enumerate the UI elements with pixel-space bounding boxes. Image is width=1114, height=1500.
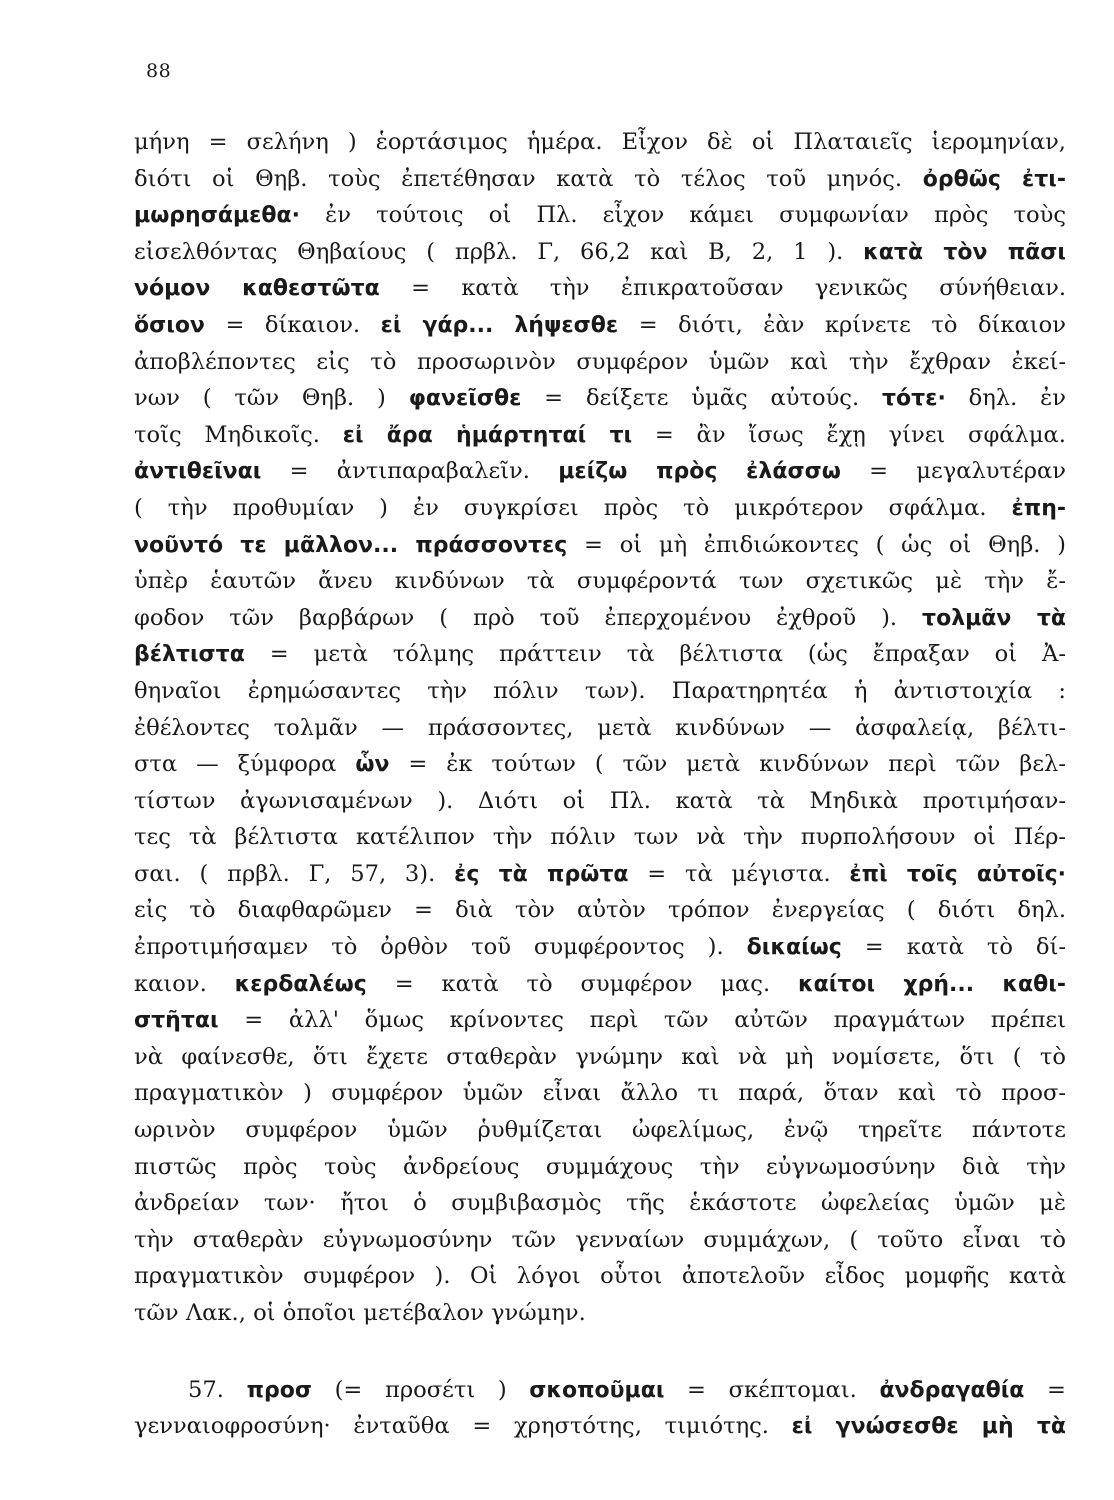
- gloss-text: τῶν Λακ., οἱ ὁποῖοι μετέβαλον γνώμην.: [134, 1300, 586, 1326]
- lemma: τότε·: [882, 386, 946, 412]
- gloss-text: = κατὰ τὴν ἐπικρατοῦσαν γενικῶς σύνήθειαν.: [379, 275, 1066, 302]
- gloss-text: εἰσελθόντας Θηβαίους ( πρβλ. Γ, 66,2 καὶ Β, 2, 1 ).: [134, 238, 864, 265]
- text-line: [134, 563, 1066, 600]
- text-line: [134, 600, 1066, 637]
- lemma: εἰ γάρ... λήψεσθε: [380, 312, 619, 338]
- lemma: μείζω πρὸς ἐλάσσω: [558, 459, 841, 485]
- text-line: [134, 1002, 1066, 1039]
- paragraph-gap: [134, 1332, 1066, 1372]
- gloss-text: 57.: [188, 1376, 247, 1403]
- gloss-text: = διότι, ἐὰν κρίνετε τὸ δίκαιον: [618, 311, 1066, 338]
- lemma: προσ: [246, 1377, 312, 1403]
- text-line: [134, 453, 1066, 490]
- text-line: [134, 1149, 1066, 1186]
- gloss-text: ἐθέλοντες τολμᾶν — πράσσοντες, μετὰ κινδύνων — ἀσφαλείᾳ, βέλτι-: [134, 714, 1066, 741]
- text-line: [134, 783, 1066, 820]
- gloss-text: νὰ φαίνεσθε, ὅτι ἔχετε σταθερὰν γνώμην καὶ νὰ μὴ νομίσετε, ὅτι ( τὸ: [134, 1043, 1066, 1070]
- gloss-text: πιστῶς πρὸς τοὺς ἀνδρείους συμμάχους τὴν εὐγνωμοσύνην διὰ τὴν: [134, 1153, 1066, 1180]
- gloss-text: = κατὰ τὸ συμφέρον μας.: [366, 970, 798, 997]
- commentary-text: [134, 124, 1066, 1445]
- text-line: [134, 417, 1066, 454]
- gloss-text: = μεγαλυτέραν: [840, 458, 1066, 485]
- gloss-text: στα — ξύμφορα: [134, 751, 356, 778]
- gloss-text: = ἂν ἴσως ἔχῃ γίνει σφάλμα.: [632, 421, 1066, 448]
- lemma: εἰ γνώσεσθε μὴ τὰ: [791, 1414, 1066, 1440]
- lemma: κερδαλέως: [234, 971, 367, 997]
- lemma: ὅσιον: [134, 312, 205, 338]
- gloss-text: γενναιοφροσύνη· ἐνταῦθα = χρηστότης, τιμιότης.: [134, 1413, 792, 1440]
- lemma: βέλτιστα: [134, 642, 245, 668]
- text-line: [134, 1258, 1066, 1295]
- text-line: [134, 929, 1066, 966]
- gloss-text: = ἀλλ' ὅμως κρίνοντες περὶ τῶν αὐτῶν πραγμάτων πρέπει: [218, 1007, 1066, 1034]
- text-line: [134, 161, 1066, 198]
- gloss-text: (= προσέτι ): [311, 1376, 530, 1403]
- gloss-text: δηλ. ἐν: [945, 385, 1066, 412]
- gloss-text: μήνη = σελήνη ) ἑορτάσιμος ἡμέρα. Εἶχον δὲ οἱ Πλαταιεῖς ἱερομηνίαν,: [134, 129, 1066, 155]
- lemma: κατὰ τὸν πᾶσι: [863, 239, 1066, 265]
- gloss-text: νων ( τῶν Θηβ. ): [134, 385, 409, 412]
- text-line: [134, 856, 1066, 893]
- page-number: 88: [146, 60, 172, 82]
- text-line: [134, 710, 1066, 747]
- lemma: ὧν: [355, 752, 390, 778]
- text-line: [134, 124, 1066, 161]
- lemma: καίτοι χρή... καθι-: [798, 971, 1066, 997]
- lemma: ὀρθῶς ἐτι-: [922, 166, 1066, 192]
- gloss-text: τοῖς Μηδικοῖς.: [134, 421, 343, 448]
- gloss-text: = κατὰ τὸ δί-: [841, 934, 1066, 961]
- text-line: [134, 636, 1066, 673]
- gloss-text: = σκέπτομαι.: [664, 1376, 880, 1403]
- gloss-text: =: [1024, 1376, 1066, 1403]
- text-line: [134, 197, 1066, 234]
- gloss-text: = τὰ μέγιστα.: [628, 860, 850, 887]
- gloss-text: = ἐκ τούτων ( τῶν μετὰ κινδύνων περὶ τῶν βελ-: [389, 751, 1066, 778]
- gloss-text: ὑπὲρ ἑαυτῶν ἄνευ κινδύνων τὰ συμφέροντά των σχετικῶς μὲ τὴν ἔ-: [134, 568, 1066, 595]
- gloss-text: διότι οἱ Θηβ. τοὺς ἐπετέθησαν κατὰ τὸ τέλος τοῦ μηνός.: [134, 165, 923, 192]
- lemma: φανεῖσθε: [408, 386, 522, 412]
- text-line: [134, 892, 1066, 929]
- lemma: δικαίως: [746, 935, 842, 961]
- gloss-text: = μετὰ τόλμης πράττειν τὰ βέλτιστα (ὡς ἔπραξαν οἱ Ἀ-: [244, 641, 1066, 668]
- text-line: [134, 1185, 1066, 1222]
- gloss-text: τὴν σταθερὰν εὐγνωμοσύνην τῶν γενναίων συμμάχων, ( τοῦτο εἶναι τὸ: [134, 1226, 1066, 1253]
- gloss-text: σαι. ( πρβλ. Γ, 57, 3).: [134, 860, 455, 887]
- text-line: [134, 819, 1066, 856]
- gloss-text: = δείξετε ὑμᾶς αὐτούς.: [521, 385, 882, 412]
- lemma: ἐς τὰ πρῶτα: [454, 861, 629, 887]
- text-line: [134, 234, 1066, 271]
- gloss-text: ἀποβλέποντες εἰς τὸ προσωρινὸν συμφέρον ὑμῶν καὶ τὴν ἔχθραν ἐκεί-: [134, 348, 1066, 375]
- text-line: [134, 746, 1066, 783]
- lemma: στῆται: [134, 1008, 219, 1034]
- gloss-text: ἐπροτιμήσαμεν τὸ ὀρθὸν τοῦ συμφέροντος ).: [134, 934, 747, 961]
- lemma: νόμον καθεστῶτα: [134, 276, 380, 302]
- text-line: [134, 966, 1066, 1003]
- text-line: [134, 1039, 1066, 1076]
- text-line: [134, 1372, 1066, 1409]
- lemma: τολμᾶν τὰ: [922, 605, 1066, 631]
- text-line: [134, 1075, 1066, 1112]
- text-line: [134, 1295, 1066, 1332]
- text-line: [134, 527, 1066, 564]
- lemma: μωρησάμεθα·: [134, 203, 300, 229]
- gloss-text: καιον.: [134, 970, 235, 997]
- gloss-text: πραγματικὸν συμφέρον ). Οἱ λόγοι οὗτοι ἀποτελοῦν εἶδος μομφῆς κατὰ: [134, 1263, 1066, 1290]
- gloss-text: ἐν τούτοις οἱ Πλ. εἶχον κάμει συμφωνίαν πρὸς τοὺς: [300, 202, 1066, 229]
- text-line: [134, 270, 1066, 307]
- gloss-text: θηναῖοι ἐρημώσαντες τὴν πόλιν των). Παρατηρητέα ἡ ἀντιστοιχία :: [134, 677, 1066, 704]
- lemma: σκοποῦμαι: [529, 1377, 665, 1403]
- gloss-text: ωρινὸν συμφέρον ὑμῶν ῥυθμίζεται ὠφελίμως, ἐνῷ τηρεῖτε πάντοτε: [134, 1117, 1066, 1144]
- text-line: [134, 307, 1066, 344]
- text-line: [134, 673, 1066, 710]
- gloss-text: = ἀντιπαραβαλεῖν.: [261, 458, 559, 485]
- gloss-text: = οἱ μὴ ἐπιδιώκοντες ( ὡς οἱ Θηβ. ): [567, 531, 1066, 558]
- text-line: [134, 1112, 1066, 1149]
- lemma: ἐπη-: [1011, 495, 1066, 521]
- text-line: [134, 344, 1066, 381]
- gloss-text: φοδον τῶν βαρβάρων ( πρὸ τοῦ ἐπερχομένου ἐχθροῦ ).: [134, 604, 923, 631]
- lemma: νοῦντό τε μᾶλλον... πράσσοντες: [134, 532, 568, 558]
- lemma: εἰ ἄρα ἡμάρτηταί τι: [342, 422, 633, 448]
- text-line: [134, 1408, 1066, 1445]
- gloss-text: πραγματικὸν ) συμφέρον ὑμῶν εἶναι ἄλλο τι παρά, ὅταν καὶ τὸ προσ-: [134, 1080, 1066, 1107]
- gloss-text: τες τὰ βέλτιστα κατέλιπον τὴν πόλιν των νὰ τὴν πυρπολήσουν οἱ Πέρ-: [134, 824, 1066, 851]
- text-line: [134, 490, 1066, 527]
- gloss-text: εἰς τὸ διαφθαρῶμεν = διὰ τὸν αὐτὸν τρόπον ἐνεργείας ( διότι δηλ.: [134, 897, 1066, 924]
- text-line: [134, 380, 1066, 417]
- gloss-text: = δίκαιον.: [204, 311, 381, 338]
- gloss-text: ἀνδρείαν των· ἤτοι ὁ συμβιβασμὸς τῆς ἑκάστοτε ὠφελείας ὑμῶν μὲ: [134, 1190, 1066, 1217]
- lemma: ἀνδραγαθία: [879, 1377, 1025, 1403]
- gloss-text: τίστων ἀγωνισαμένων ). Διότι οἱ Πλ. κατὰ τὰ Μηδικὰ προτιμήσαν-: [134, 787, 1066, 814]
- text-line: [134, 1222, 1066, 1259]
- lemma: ἀντιθεῖναι: [134, 459, 262, 485]
- lemma: ἐπὶ τοῖς αὐτοῖς·: [849, 861, 1067, 887]
- gloss-text: ( τὴν προθυμίαν ) ἐν συγκρίσει πρὸς τὸ μικρότερον σφάλμα.: [134, 494, 1012, 521]
